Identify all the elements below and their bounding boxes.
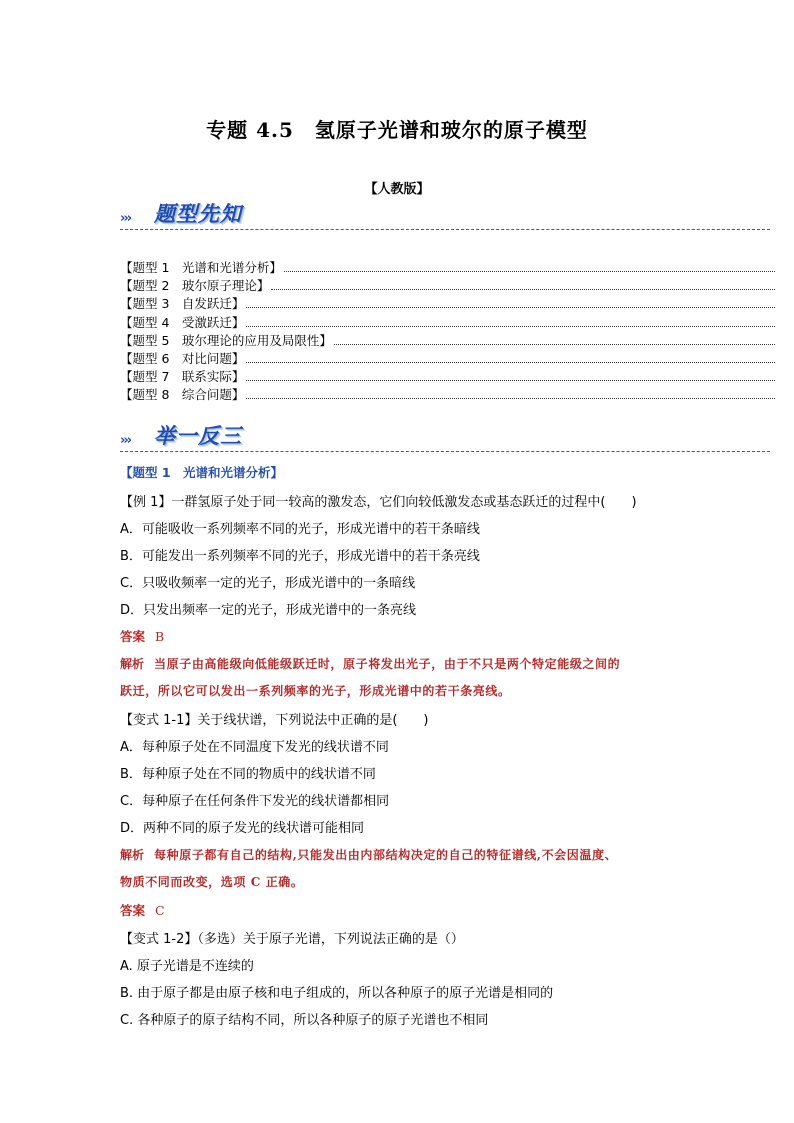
variant-question: 【变式 1-2】（多选）关于原子光谱，下列说法正确的是（） bbox=[120, 932, 464, 947]
toc-item[interactable]: 【题型 6 对比问题】 bbox=[120, 350, 775, 368]
banner-title: 题型先知 bbox=[154, 202, 242, 226]
toc-item[interactable]: 【题型 4 受激跃迁】 bbox=[120, 314, 775, 332]
answer-line bbox=[120, 901, 165, 919]
banner-question-types bbox=[120, 200, 770, 230]
answer-label: 答案 bbox=[120, 903, 146, 918]
variant-question: 【变式 1-1】关于线状谱，下列说法中正确的是( ) bbox=[120, 713, 429, 728]
toc-item[interactable]: 【题型 8 综合问题】 bbox=[120, 386, 775, 404]
option-c: C. 各种原子的原子结构不同，所以各种原子的原子光谱也不相同 bbox=[120, 1013, 489, 1028]
banner-examples bbox=[120, 422, 770, 452]
option-a: A．可能吸收一系列频率不同的光子，形成光谱中的若干条暗线 bbox=[120, 522, 480, 537]
explanation-label: 解析 bbox=[120, 657, 145, 671]
toc-leader bbox=[284, 259, 775, 272]
toc-item[interactable]: 【题型 5 玻尔理论的应用及局限性】 bbox=[120, 332, 775, 350]
answer-value: C bbox=[155, 903, 165, 918]
toc-leader bbox=[246, 314, 775, 327]
banner-arrows-icon: ››› bbox=[120, 211, 131, 226]
answer-line bbox=[120, 627, 164, 645]
banner-divider bbox=[120, 451, 770, 452]
explanation-line: 跃迁，所以它可以发出一系列频率的光子，形成光谱中的若干条亮线。 bbox=[120, 684, 511, 698]
option-b: B．每种原子处在不同的物质中的线状谱不同 bbox=[120, 767, 376, 782]
option-b: B．可能发出一系列频率不同的光子，形成光谱中的若干条亮线 bbox=[120, 549, 480, 564]
banner-title: 举一反三 bbox=[154, 424, 242, 448]
answer-label: 答案 bbox=[120, 629, 146, 644]
option-a: A. 原子光谱是不连续的 bbox=[120, 959, 254, 974]
toc-item[interactable]: 【题型 7 联系实际】 bbox=[120, 368, 775, 386]
toc-leader bbox=[246, 368, 775, 381]
toc-item[interactable]: 【题型 2 玻尔原子理论】 bbox=[120, 277, 775, 295]
toc-leader bbox=[246, 386, 775, 399]
example-question: 【例 1】一群氢原子处于同一较高的激发态，它们向较低激发态或基态跃迁的过程中( ) bbox=[120, 495, 637, 510]
edition-label: 【人教版】 bbox=[364, 182, 430, 197]
option-b: B. 由于原子都是由原子核和电子组成的，所以各种原子的原子光谱是相同的 bbox=[120, 986, 554, 1001]
answer-value: B bbox=[155, 629, 165, 644]
option-a: A．每种原子处在不同温度下发光的线状谱不同 bbox=[120, 740, 389, 755]
toc-item[interactable]: 【题型 3 自发跃迁】 bbox=[120, 295, 775, 313]
banner-divider bbox=[120, 229, 770, 230]
explanation-line: 物质不同而改变，选项 C 正确。 bbox=[120, 875, 304, 889]
option-c: C．只吸收频率一定的光子，形成光谱中的一条暗线 bbox=[120, 576, 416, 591]
toc-leader bbox=[246, 295, 775, 308]
section-heading: 【题型 1 光谱和光谱分析】 bbox=[120, 465, 284, 480]
option-d: D．只发出频率一定的光子，形成光谱中的一条亮线 bbox=[120, 603, 417, 618]
explanation-label: 解析 bbox=[120, 848, 145, 862]
toc-leader bbox=[334, 332, 775, 345]
banner-arrows-icon: ››› bbox=[120, 433, 131, 448]
option-c: C．每种原子在任何条件下发光的线状谱都相同 bbox=[120, 794, 390, 809]
toc-item[interactable]: 【题型 1 光谱和光谱分析】 bbox=[120, 259, 775, 277]
toc-leader bbox=[271, 277, 775, 290]
option-d: D．两种不同的原子发光的线状谱可能相同 bbox=[120, 821, 365, 836]
page-title: 专题 4.5 氢原子光谱和玻尔的原子模型 bbox=[206, 118, 588, 142]
toc-leader bbox=[246, 350, 775, 363]
table-of-contents bbox=[120, 259, 775, 405]
explanation-line: 解析 当原子由高能级向低能级跃迁时，原子将发出光子，由于不只是两个特定能级之间的 bbox=[120, 657, 621, 671]
explanation-line: 解析 每种原子都有自己的结构,只能发出由内部结构决定的自己的特征谱线,不会因温度、 bbox=[120, 848, 618, 862]
